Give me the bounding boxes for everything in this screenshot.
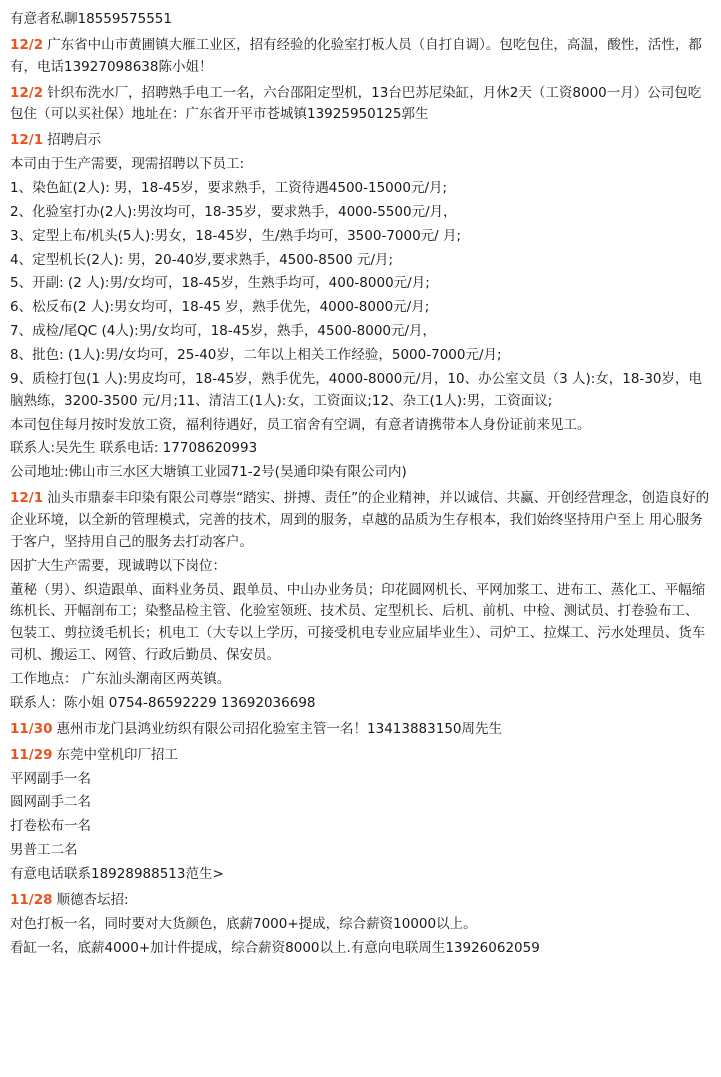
post-text: 招聘启示 (47, 132, 102, 149)
post-text: 广东省中山市黄圃镇大雁工业区，招有经验的化验室打板人员（自打自调）。包吃包住，高温，酸性，活性，都有，电话13927098638陈小姐！ (10, 36, 702, 75)
post-text: 惠州市龙门县鸿业纺织有限公司招化验室主管一名！13413883150周先生 (56, 720, 502, 737)
post-item (10, 34, 711, 80)
post-line: 本司由于生产需要，现需招聘以下员工: (10, 156, 245, 173)
post-date: 11/29 (10, 746, 53, 763)
post-line: 董秘（男）、织造跟单、面料业务员、跟单员、中山办业务员；印花圆网机长、平网加浆工、进布工、蒸化工、平幅缩练机长、开幅剖布工；染整品检主管、化验室领班、技术员、定型机长、后机、前机、中检、测试员、打卷验布工、包装工、剪拉烫毛机长；机电工（大专以上学历，可接受机电专业应届毕业生）、司炉工、拉煤工、污水处理员、货车司机、搬运工、网管、行政后勤员、保安员。 (10, 581, 706, 664)
post-line-with-date (10, 744, 711, 768)
post-item (10, 129, 711, 485)
post-line: 2、化验室打办(2人):男汝均可，18-35岁，要求熟手，4000-5500元/月， (10, 203, 457, 220)
post-line-with-date (10, 718, 711, 742)
post-line: 6、松反布(2 人):男女均可，18-45 岁，熟手优先，4000-8000元/月; (10, 299, 430, 316)
post-date: 11/28 (10, 891, 53, 908)
post-line: 看缸一名，底薪4000+加计件提成，综合薪资8000以上.有意向电联周生13926062059 (10, 939, 540, 956)
post-text: 东莞中堂机印厂招工 (56, 746, 179, 763)
post-line: 5、开副: (2 人):男/女均可，18-45岁，生熟手均可，400-8000元/月; (10, 275, 430, 292)
post-line: 7、成检/尾QC (4人):男/女均可，18-45岁，熟手，4500-8000元/月， (10, 323, 437, 340)
post-line: 1、染色缸(2人): 男，18-45岁，要求熟手，工资待遇4500-15000元/月; (10, 180, 448, 197)
post-item (10, 744, 711, 887)
post-line: 3、定型上布/机头(5人):男女，18-45岁，生/熟手均可，3500-7000元/ 月; (10, 227, 462, 244)
post-date: 12/1 (10, 132, 44, 149)
post-line: 男普工二名 (10, 842, 78, 859)
post-date: 12/2 (10, 84, 44, 101)
post-line: 4、定型机长(2人): 男，20-40岁,要求熟手，4500-8500 元/月; (10, 251, 394, 268)
post-text: 汕头市鼎泰丰印染有限公司尊崇“踏实、拼搏、责任”的企业精神，并以诚信、共赢、开创经营理念，创造良好的企业环境，以全新的管理模式，完善的技术，周到的服务，卓越的品质为生存根本，我们始终坚持用户至上 用心服务于客户，坚持用自己的服务去打动客户。 (10, 490, 710, 550)
post-item (10, 487, 711, 716)
post-text: 针织布洗水厂，招聘熟手电工一名，六台邵阳定型机，13台巴苏尼染缸，月休2天（工资8000一月）公司包吃包住（可以买社保）地址在：广东省开平市苍城镇13925950125郭生 (10, 84, 702, 123)
post-line-with-date (10, 889, 711, 913)
post-line: 本司包住每月按时发放工资，福利待遇好，员工宿舍有空调，有意者请携带本人身份证前来见工。 (10, 416, 591, 433)
post-line: 8、批色: (1人):男/女均可，25-40岁，二年以上相关工作经验，5000-7000元/月; (10, 347, 502, 364)
post-date: 12/2 (10, 36, 44, 53)
post-line-with-date (10, 487, 711, 555)
post-item (10, 889, 711, 961)
post-line-with-date (10, 129, 711, 153)
post-date: 12/1 (10, 490, 44, 507)
post-line: 9、质检打包(1 人):男皮均可，18-45岁，熟手优先，4000-8000元/月，10、办公室文员（3 人):女，18-30岁，电脑熟练，3200-3500 元/月;11、清洁工(1人):女，工资面议;12、杂工(1人):男，工资面议; (10, 370, 703, 409)
post-item (10, 82, 711, 128)
post-line: 圆网副手二名 (10, 794, 91, 811)
post-line-with-date (10, 82, 711, 128)
post-contact: 联系人:吴先生 联系电话: 17708620993 (10, 440, 258, 457)
post-line: 对色打板一名，同时要对大货颜色，底薪7000+提成，综合薪资10000以上。 (10, 915, 477, 932)
post-date: 11/30 (10, 720, 53, 737)
post-address: 公司地址:佛山市三水区大塘镇工业园71-2号(昊通印染有限公司内) (10, 464, 407, 481)
post-contact: 有意电话联系18928988513范生> (10, 865, 224, 882)
post-location: 工作地点： 广东汕头潮南区两英镇。 (10, 671, 231, 688)
post-line: 因扩大生产需要，现诚聘以下岗位： (10, 557, 226, 574)
post-line: 有意者私聊18559575551 (10, 11, 172, 27)
post-line: 打卷松布一名 (10, 818, 91, 835)
post-line: 平网副手一名 (10, 770, 91, 787)
post-item (10, 8, 711, 32)
post-line-with-date (10, 34, 711, 80)
post-contact: 联系人：陈小姐 0754-86592229 13692036698 (10, 694, 316, 711)
post-item (10, 718, 711, 742)
post-text: 顺德杏坛招: (56, 891, 129, 908)
